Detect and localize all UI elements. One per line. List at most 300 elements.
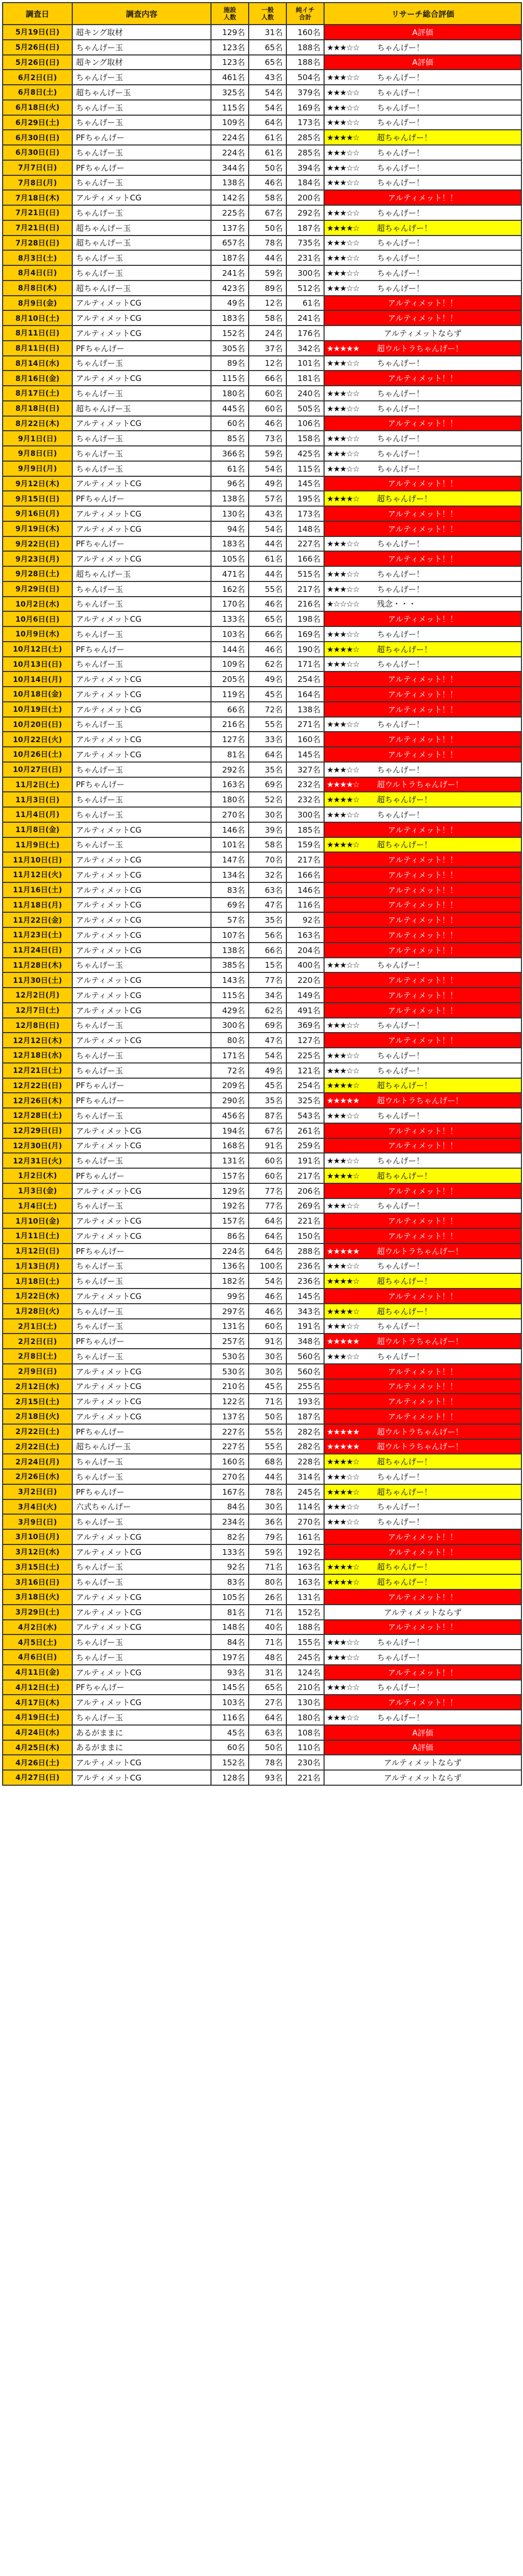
row-date: 11月9日(土) (3, 837, 72, 853)
row-date: 3月16日(日) (3, 1574, 72, 1589)
row-content: ちゃんげー玉 (72, 792, 211, 807)
row-content: PFちゃんげー (72, 130, 211, 145)
row-evaluation (324, 1484, 521, 1499)
row-total: 221名 (286, 1213, 324, 1228)
row-content: ちゃんげー玉 (72, 597, 211, 612)
row-evaluation (324, 70, 521, 85)
table-row (3, 1379, 521, 1394)
row-ippan-count: 78名 (249, 236, 286, 251)
row-total: 259名 (286, 1138, 324, 1153)
row-ippan-count: 63名 (249, 882, 286, 898)
star-rating: ★★★☆☆ (327, 1261, 360, 1271)
row-bu-count: 224名 (211, 145, 249, 160)
row-evaluation (324, 1710, 521, 1725)
table-row (3, 1634, 521, 1650)
row-bu-count: 152名 (211, 1755, 249, 1770)
table-row (3, 671, 521, 687)
row-evaluation (324, 491, 521, 506)
row-bu-count: 297名 (211, 1304, 249, 1319)
row-content: ちゃんげー玉 (72, 1454, 211, 1469)
row-ippan-count: 60名 (249, 386, 286, 401)
evaluation-label: アルティメット！！ (387, 930, 458, 940)
row-ippan-count: 60名 (249, 1153, 286, 1168)
row-content: ちゃんげー玉 (72, 250, 211, 265)
row-date: 9月9日(月) (3, 461, 72, 476)
row-date: 12月22日(日) (3, 1078, 72, 1093)
row-content: PFちゃんげー (72, 536, 211, 552)
row-bu-count: 137名 (211, 220, 249, 236)
table-row (3, 837, 521, 853)
row-bu-count: 300名 (211, 1018, 249, 1033)
evaluation-label: アルティメット！！ (387, 825, 458, 835)
table-row (3, 822, 521, 837)
row-bu-count: 72名 (211, 1063, 249, 1078)
row-evaluation (324, 927, 521, 943)
row-date: 3月10日(月) (3, 1529, 72, 1544)
evaluation-label: 超ちゃんげー！ (377, 840, 432, 850)
row-total: 210名 (286, 1680, 324, 1695)
table-row (3, 1003, 521, 1018)
row-date: 11月22日(金) (3, 912, 72, 927)
star-rating: ★★★★☆ (327, 1276, 360, 1286)
row-date: 2月8日(土) (3, 1349, 72, 1364)
row-evaluation (324, 597, 521, 612)
row-total: 245名 (286, 1650, 324, 1665)
row-bu-count: 163名 (211, 777, 249, 792)
star-rating: ★★★☆☆ (327, 1517, 360, 1527)
row-date: 9月22日(日) (3, 536, 72, 552)
table-row (3, 943, 521, 958)
row-date: 3月15日(土) (3, 1560, 72, 1575)
row-evaluation (324, 1138, 521, 1153)
row-bu-count: 180名 (211, 386, 249, 401)
evaluation-label: アルティメット！！ (387, 554, 458, 564)
row-bu-count: 105名 (211, 1589, 249, 1605)
row-total: 300名 (286, 265, 324, 281)
row-total: 152名 (286, 1605, 324, 1620)
row-total: 173名 (286, 506, 324, 521)
row-evaluation (324, 822, 521, 837)
table-row (3, 386, 521, 401)
row-bu-count: 205名 (211, 671, 249, 687)
row-date: 8月14日(水) (3, 356, 72, 371)
row-date: 4月17日(木) (3, 1695, 72, 1710)
row-bu-count: 305名 (211, 341, 249, 356)
row-ippan-count: 64名 (249, 747, 286, 762)
row-bu-count: 657名 (211, 236, 249, 251)
row-evaluation (324, 1319, 521, 1334)
row-content: アルティメットCG (72, 988, 211, 1003)
row-ippan-count: 49名 (249, 671, 286, 687)
row-ippan-count: 40名 (249, 1620, 286, 1635)
row-bu-count: 157名 (211, 1213, 249, 1228)
table-row (3, 1695, 521, 1710)
table-row (3, 988, 521, 1003)
row-content: アルティメットCG (72, 190, 211, 205)
evaluation-label: ちゃんげー！ (377, 1156, 425, 1166)
research-results-table-wrapper (2, 2, 521, 1786)
row-date: 8月11日(日) (3, 341, 72, 356)
row-bu-count: 344名 (211, 160, 249, 175)
evaluation-label: ちゃんげー！ (377, 960, 425, 970)
row-content: ちゃんげー玉 (72, 581, 211, 597)
row-bu-count: 57名 (211, 912, 249, 927)
evaluation-label: アルティメット！！ (387, 1547, 458, 1557)
evaluation-label: 超ウルトラちゃんげー！ (377, 1337, 463, 1347)
star-rating: ★★★★☆ (327, 840, 360, 850)
star-rating: ★★★☆☆ (327, 960, 360, 970)
row-date: 12月21日(土) (3, 1063, 72, 1078)
row-evaluation (324, 702, 521, 717)
row-evaluation (324, 416, 521, 431)
star-rating: ★★★☆☆ (327, 1638, 360, 1648)
row-total: 236名 (286, 1273, 324, 1289)
evaluation-label: A評価 (412, 1743, 433, 1753)
row-content: アルティメットCG (72, 551, 211, 566)
row-evaluation (324, 1650, 521, 1665)
row-bu-count: 530名 (211, 1349, 249, 1364)
row-content: アルティメットCG (72, 611, 211, 626)
row-date: 11月16日(土) (3, 882, 72, 898)
row-bu-count: 209名 (211, 1078, 249, 1093)
row-total: 166名 (286, 551, 324, 566)
evaluation-label: 超ちゃんげー！ (377, 1457, 432, 1467)
row-bu-count: 131名 (211, 1319, 249, 1334)
row-date: 10月9日(水) (3, 626, 72, 642)
evaluation-label: ちゃんげー！ (377, 208, 425, 218)
row-content: アルティメットCG (72, 1589, 211, 1605)
row-ippan-count: 55名 (249, 1424, 286, 1439)
row-content: アルティメットCG (72, 506, 211, 521)
row-bu-count: 123名 (211, 55, 249, 70)
row-content: ちゃんげー玉 (72, 145, 211, 160)
row-date: 4月26日(土) (3, 1755, 72, 1770)
row-content: ちゃんげー玉 (72, 356, 211, 371)
row-total: 735名 (286, 236, 324, 251)
row-bu-count: 84名 (211, 1499, 249, 1515)
row-content: ちゃんげー玉 (72, 1560, 211, 1575)
row-bu-count: 115名 (211, 371, 249, 386)
header-ippan-count (249, 3, 286, 25)
evaluation-label: ちゃんげー！ (377, 584, 425, 594)
row-bu-count: 224名 (211, 130, 249, 145)
row-ippan-count: 100名 (249, 1259, 286, 1274)
row-bu-count: 187名 (211, 250, 249, 265)
table-row (3, 205, 521, 220)
row-ippan-count: 77名 (249, 1183, 286, 1199)
row-total: 188名 (286, 40, 324, 55)
row-bu-count: 170名 (211, 597, 249, 612)
evaluation-label: 超ウルトラちゃんげー！ (377, 1427, 463, 1437)
row-ippan-count: 80名 (249, 1574, 286, 1589)
evaluation-label: ちゃんげー！ (377, 238, 425, 248)
row-bu-count: 225名 (211, 205, 249, 220)
star-rating: ★★★★☆ (327, 1081, 360, 1091)
table-row (3, 296, 521, 311)
row-evaluation (324, 220, 521, 236)
row-ippan-count: 26名 (249, 1589, 286, 1605)
row-total: 261名 (286, 1123, 324, 1138)
row-ippan-count: 50名 (249, 1740, 286, 1755)
row-total: 101名 (286, 356, 324, 371)
row-date: 7月7日(日) (3, 160, 72, 175)
row-content: 超ちゃんげー玉 (72, 281, 211, 296)
evaluation-label: アルティメット！！ (387, 990, 458, 1000)
row-date: 1月22日(水) (3, 1289, 72, 1304)
row-ippan-count: 54名 (249, 85, 286, 100)
star-rating: ★★★☆☆ (327, 268, 360, 278)
row-bu-count: 129名 (211, 1183, 249, 1199)
row-total: 285名 (286, 145, 324, 160)
row-date: 2月1日(土) (3, 1319, 72, 1334)
row-bu-count: 142名 (211, 190, 249, 205)
row-date: 1月11日(土) (3, 1228, 72, 1244)
star-rating: ★★★☆☆ (327, 449, 360, 458)
table-row (3, 581, 521, 597)
row-evaluation (324, 341, 521, 356)
row-date: 6月18日(火) (3, 100, 72, 115)
row-date: 3月4日(火) (3, 1499, 72, 1515)
row-date: 10月22日(火) (3, 732, 72, 747)
table-row (3, 1439, 521, 1454)
row-content: アルティメットCG (72, 687, 211, 702)
row-date: 10月27日(日) (3, 762, 72, 777)
row-evaluation (324, 657, 521, 672)
table-row (3, 70, 521, 85)
row-bu-count: 101名 (211, 837, 249, 853)
row-content: アルティメットCG (72, 310, 211, 326)
star-rating: ★★★☆☆ (327, 73, 360, 83)
evaluation-label: アルティメット！！ (387, 524, 458, 534)
evaluation-label: 超ちゃんげー！ (377, 133, 432, 143)
row-bu-count: 197名 (211, 1650, 249, 1665)
row-ippan-count: 46名 (249, 642, 286, 657)
star-rating: ★★★☆☆ (327, 1712, 360, 1722)
row-evaluation (324, 521, 521, 536)
row-bu-count: 227名 (211, 1424, 249, 1439)
row-content: アルティメットCG (72, 732, 211, 747)
evaluation-label: アルティメット！！ (387, 298, 458, 308)
row-date: 2月12日(水) (3, 1379, 72, 1394)
row-total: 188名 (286, 1620, 324, 1635)
row-total: 145名 (286, 1289, 324, 1304)
row-total: 255名 (286, 1379, 324, 1394)
evaluation-label: 超ちゃんげー！ (377, 494, 432, 504)
table-row (3, 777, 521, 792)
star-rating: ★★★☆☆ (327, 1351, 360, 1361)
row-content: アルティメットCG (72, 912, 211, 927)
star-rating: ★★★☆☆ (327, 1683, 360, 1693)
evaluation-label: ちゃんげー！ (377, 268, 425, 278)
evaluation-label: ちゃんげー！ (377, 1683, 425, 1693)
row-bu-count: 138名 (211, 943, 249, 958)
row-content: ちゃんげー玉 (72, 657, 211, 672)
star-rating: ★★★★☆ (327, 780, 360, 790)
evaluation-label: ちゃんげー！ (377, 1261, 425, 1271)
evaluation-label: アルティメット！！ (387, 509, 458, 519)
star-rating: ★★★★★ (327, 1096, 360, 1106)
row-ippan-count: 72名 (249, 702, 286, 717)
row-total: 190名 (286, 642, 324, 657)
evaluation-label: 超ちゃんげー！ (377, 1487, 432, 1497)
row-bu-count: 257名 (211, 1334, 249, 1349)
row-date: 4月19日(土) (3, 1710, 72, 1725)
row-total: 166名 (286, 867, 324, 882)
row-date: 9月16日(月) (3, 506, 72, 521)
row-total: 155名 (286, 1634, 324, 1650)
row-content: ちゃんげー玉 (72, 205, 211, 220)
row-date: 10月26日(土) (3, 747, 72, 762)
row-bu-count: 116名 (211, 1710, 249, 1725)
table-row (3, 145, 521, 160)
row-ippan-count: 49名 (249, 476, 286, 491)
row-bu-count: 429名 (211, 1003, 249, 1018)
row-ippan-count: 68名 (249, 1454, 286, 1469)
evaluation-label: ちゃんげー！ (377, 42, 425, 52)
row-total: 169名 (286, 626, 324, 642)
table-row (3, 1514, 521, 1529)
row-evaluation (324, 717, 521, 732)
evaluation-label: ちゃんげー！ (377, 464, 425, 474)
row-content: ちゃんげー玉 (72, 1574, 211, 1589)
row-content: アルティメットCG (72, 476, 211, 491)
row-date: 12月30日(月) (3, 1138, 72, 1153)
star-rating: ★★★★★ (327, 1442, 360, 1452)
row-date: 12月18日(水) (3, 1048, 72, 1063)
row-date: 1月12日(日) (3, 1244, 72, 1259)
star-rating: ★☆☆☆☆ (327, 599, 360, 609)
row-ippan-count: 65名 (249, 611, 286, 626)
star-rating: ★★★☆☆ (327, 1502, 360, 1512)
row-bu-count: 103名 (211, 626, 249, 642)
row-content: アルティメットCG (72, 326, 211, 341)
row-evaluation (324, 1499, 521, 1515)
row-total: 504名 (286, 70, 324, 85)
row-total: 285名 (286, 130, 324, 145)
row-bu-count: 93名 (211, 1665, 249, 1680)
row-ippan-count: 58名 (249, 310, 286, 326)
row-ippan-count: 71名 (249, 1605, 286, 1620)
row-evaluation (324, 1514, 521, 1529)
row-ippan-count: 33名 (249, 732, 286, 747)
row-total: 217名 (286, 581, 324, 597)
evaluation-label: ちゃんげー！ (377, 765, 425, 775)
row-date: 1月13日(月) (3, 1259, 72, 1274)
row-evaluation (324, 446, 521, 461)
row-total: 164名 (286, 687, 324, 702)
table-row (3, 1454, 521, 1469)
row-date: 3月9日(日) (3, 1514, 72, 1529)
row-evaluation (324, 581, 521, 597)
table-row (3, 431, 521, 446)
row-content: アルティメットCG (72, 702, 211, 717)
evaluation-label: ちゃんげー！ (377, 720, 425, 730)
row-content: あるがままに (72, 1740, 211, 1755)
row-total: 192名 (286, 1544, 324, 1560)
row-ippan-count: 48名 (249, 1650, 286, 1665)
evaluation-label: 超ちゃんげー！ (377, 644, 432, 654)
table-row (3, 55, 521, 70)
star-rating: ★★★★☆ (327, 1562, 360, 1572)
row-date: 4月5日(土) (3, 1634, 72, 1650)
row-evaluation (324, 762, 521, 777)
row-content: PFちゃんげー (72, 1093, 211, 1108)
row-content: アルティメットCG (72, 671, 211, 687)
row-content: ちゃんげー玉 (72, 70, 211, 85)
row-evaluation (324, 882, 521, 898)
row-total: 505名 (286, 401, 324, 416)
table-row (3, 341, 521, 356)
row-evaluation (324, 1183, 521, 1199)
row-ippan-count: 45名 (249, 1379, 286, 1394)
row-evaluation (324, 1199, 521, 1214)
evaluation-label: 超ちゃんげー！ (377, 1081, 432, 1091)
row-evaluation (324, 1770, 521, 1785)
row-evaluation (324, 611, 521, 626)
row-total: 220名 (286, 972, 324, 988)
evaluation-label: 残念・・・ (377, 599, 417, 609)
table-row (3, 25, 521, 40)
row-evaluation (324, 671, 521, 687)
row-evaluation (324, 792, 521, 807)
row-date: 3月12日(水) (3, 1544, 72, 1560)
table-row (3, 491, 521, 506)
table-row (3, 85, 521, 100)
row-date: 10月2日(水) (3, 597, 72, 612)
row-date: 6月30日(日) (3, 145, 72, 160)
row-evaluation (324, 236, 521, 251)
row-date: 10月18日(金) (3, 687, 72, 702)
row-content: ちゃんげー玉 (72, 1349, 211, 1364)
row-evaluation (324, 988, 521, 1003)
row-content: ちゃんげー玉 (72, 1259, 211, 1274)
row-bu-count: 119名 (211, 687, 249, 702)
row-content: ちゃんげー玉 (72, 175, 211, 191)
table-row (3, 1740, 521, 1755)
row-ippan-count: 89名 (249, 281, 286, 296)
table-row (3, 927, 521, 943)
row-evaluation (324, 1108, 521, 1123)
row-bu-count: 83名 (211, 882, 249, 898)
row-content: ちゃんげー玉 (72, 807, 211, 822)
star-rating: ★★★☆☆ (327, 539, 360, 549)
row-content: 超ちゃんげー玉 (72, 566, 211, 581)
row-total: 148名 (286, 521, 324, 536)
row-evaluation (324, 807, 521, 822)
row-total: 543名 (286, 1108, 324, 1123)
row-ippan-count: 71名 (249, 1394, 286, 1409)
row-total: 425名 (286, 446, 324, 461)
row-total: 121名 (286, 1063, 324, 1078)
row-content: アルティメットCG (72, 1529, 211, 1544)
row-total: 269名 (286, 1199, 324, 1214)
row-ippan-count: 37名 (249, 341, 286, 356)
evaluation-label: アルティメット！！ (387, 976, 458, 985)
row-ippan-count: 79名 (249, 1529, 286, 1544)
table-row (3, 898, 521, 913)
row-date: 12月7日(土) (3, 1003, 72, 1018)
table-row (3, 717, 521, 732)
row-ippan-count: 69名 (249, 777, 286, 792)
table-row (3, 1304, 521, 1319)
row-ippan-count: 62名 (249, 1003, 286, 1018)
table-row (3, 1409, 521, 1424)
row-bu-count: 145名 (211, 1680, 249, 1695)
row-evaluation (324, 1078, 521, 1093)
row-date: 8月11日(日) (3, 326, 72, 341)
table-row (3, 115, 521, 130)
row-content: アルティメットCG (72, 747, 211, 762)
